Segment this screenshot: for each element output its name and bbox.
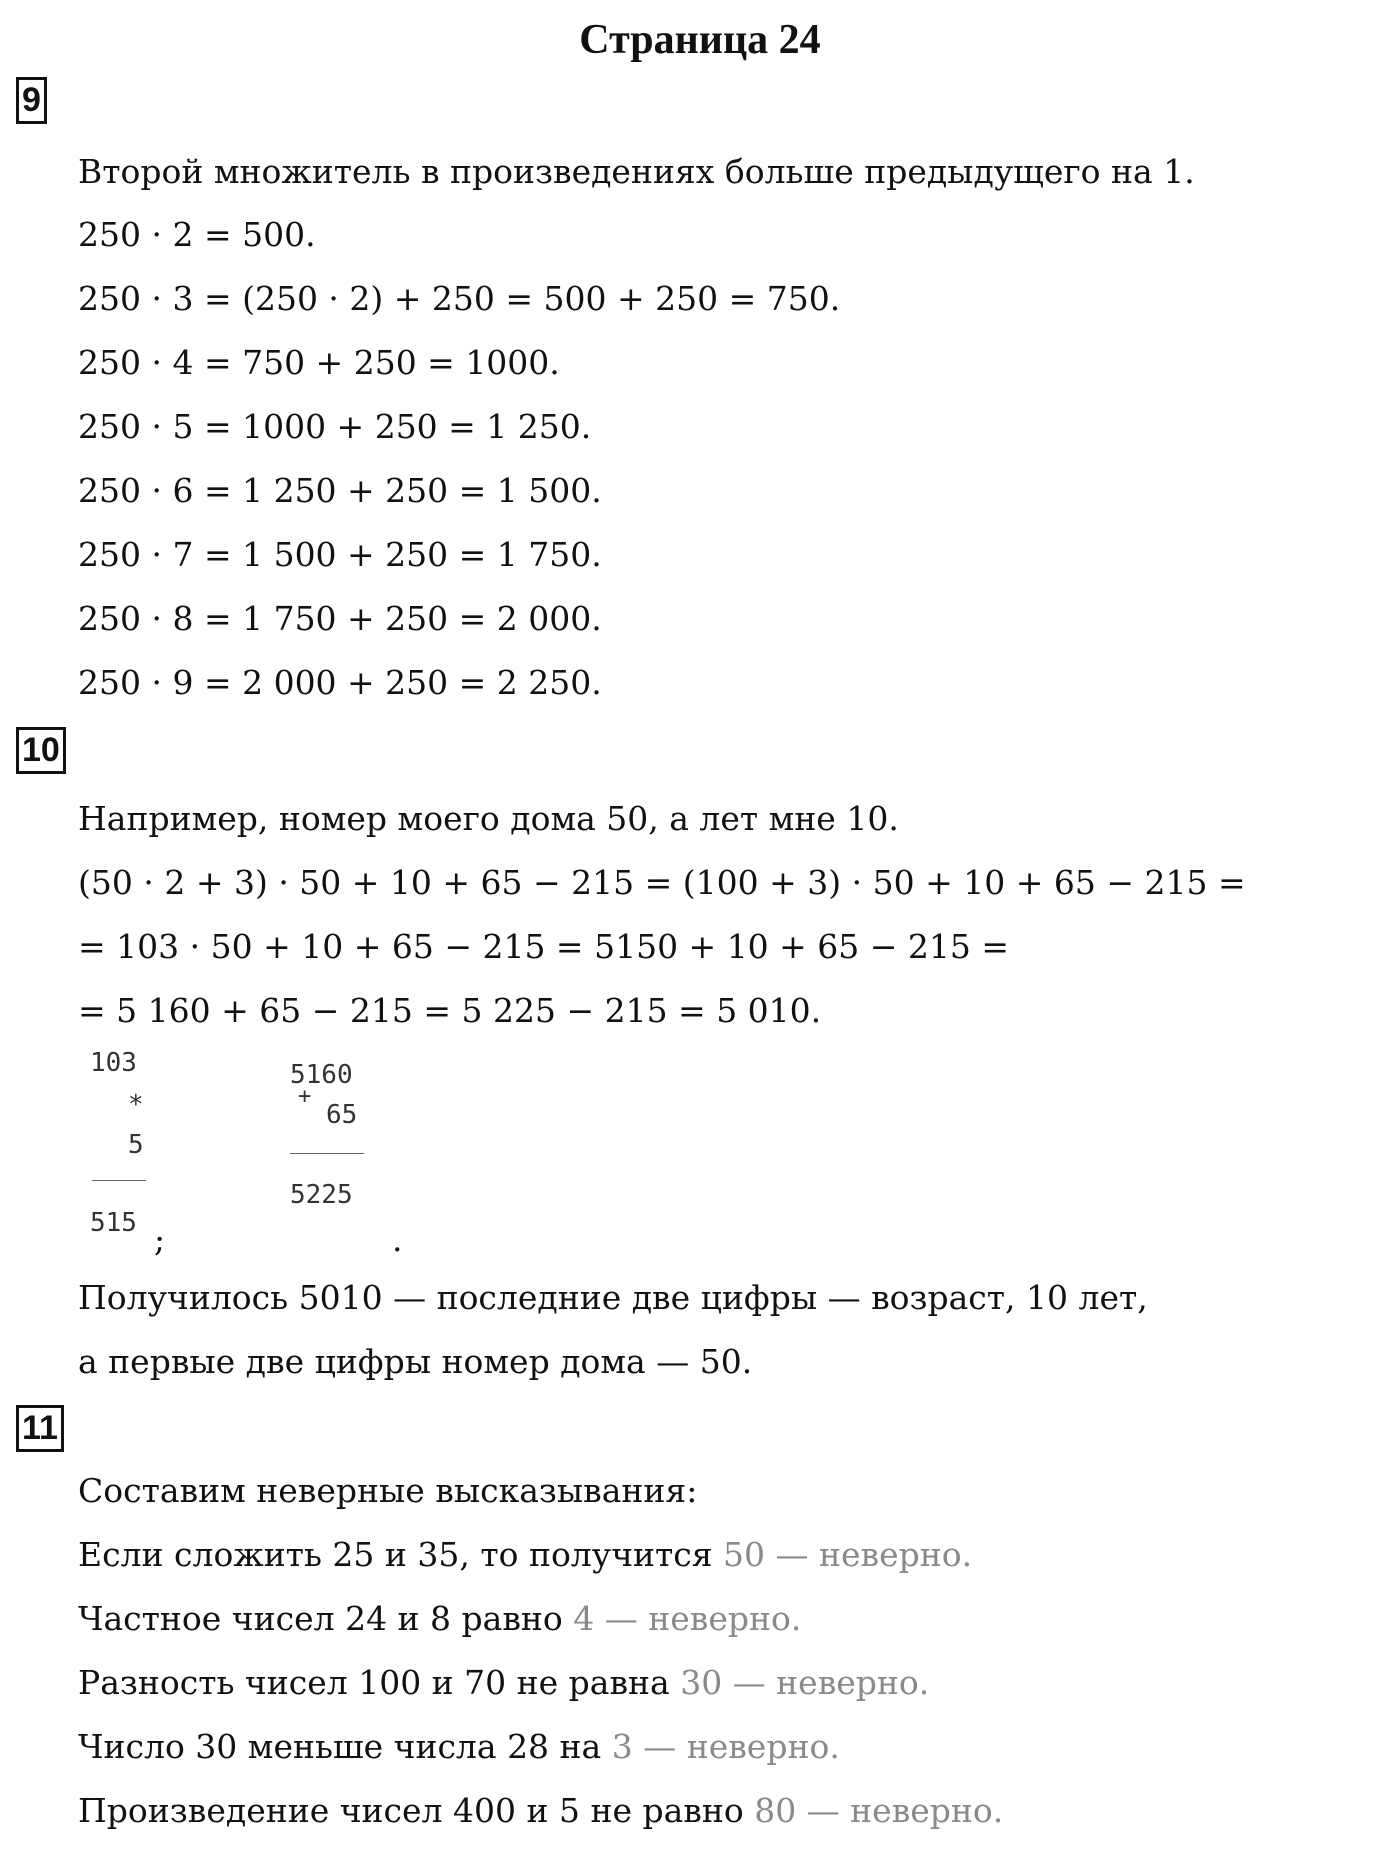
task10-line: Например, номер моего дома 50, а лет мне 10. xyxy=(78,799,899,838)
task9-line: 250 · 9 = 2 000 + 250 = 2 250. xyxy=(78,663,602,702)
task10-conclusion: Получилось 5010 — последние две цифры — возраст, 10 лет, xyxy=(78,1278,1148,1317)
column-add-bottom: 65 xyxy=(326,1100,358,1130)
task9-line: 250 · 5 = 1000 + 250 = 1 250. xyxy=(78,407,592,446)
task-number-10: 10 xyxy=(16,727,66,774)
task9-line: 250 · 4 = 750 + 250 = 1000. xyxy=(78,343,560,382)
page-title: Страница 24 xyxy=(579,17,821,63)
column-mult-separator: ; xyxy=(154,1220,166,1259)
task11-intro: Составим неверные высказывания: xyxy=(78,1471,698,1510)
statement-answer: 80 — неверно. xyxy=(754,1791,1004,1830)
statement-answer: 4 — неверно. xyxy=(573,1599,802,1638)
task9-line: 250 · 3 = (250 · 2) + 250 = 500 + 250 = 750. xyxy=(78,279,841,318)
column-add-period: . xyxy=(392,1220,403,1259)
column-add-rule xyxy=(290,1153,364,1154)
column-mult-bottom: 5 xyxy=(128,1130,144,1160)
task9-line: 250 · 7 = 1 500 + 250 = 1 750. xyxy=(78,535,602,574)
column-add-sign: + xyxy=(298,1084,312,1109)
task9-line: 250 · 8 = 1 750 + 250 = 2 000. xyxy=(78,599,602,638)
task11-statement: Произведение чисел 400 и 5 не равно 80 — неверно. xyxy=(78,1791,1004,1830)
task10-line: = 103 · 50 + 10 + 65 − 215 = 5150 + 10 + 65 − 215 = xyxy=(78,927,1010,966)
task9-line: Второй множитель в произведениях больше предыдущего на 1. xyxy=(78,152,1195,191)
statement-answer: 50 — неверно. xyxy=(723,1535,973,1574)
task11-statement: Число 30 меньше числа 28 на 3 — неверно. xyxy=(78,1727,840,1766)
task9-line: 250 · 6 = 1 250 + 250 = 1 500. xyxy=(78,471,602,510)
task10-conclusion: а первые две цифры номер дома — 50. xyxy=(78,1342,753,1381)
statement-answer: 30 — неверно. xyxy=(680,1663,930,1702)
statement-answer: 3 — неверно. xyxy=(611,1727,840,1766)
column-add-top: 5160 xyxy=(290,1060,353,1090)
task10-line: = 5 160 + 65 − 215 = 5 225 − 215 = 5 010. xyxy=(78,991,822,1030)
task11-statement: Частное чисел 24 и 8 равно 4 — неверно. xyxy=(78,1599,802,1638)
task-number-9: 9 xyxy=(16,77,47,124)
column-mult-sign: * xyxy=(128,1090,144,1120)
column-add-result: 5225 xyxy=(290,1180,353,1210)
task10-line: (50 · 2 + 3) · 50 + 10 + 65 − 215 = (100 + 3) · 50 + 10 + 65 − 215 = xyxy=(78,863,1246,902)
task11-statement: Разность чисел 100 и 70 не равна 30 — неверно. xyxy=(78,1663,930,1702)
column-mult-result: 515 xyxy=(90,1208,137,1238)
column-mult-top: 103 xyxy=(90,1048,137,1078)
task9-line: 250 · 2 = 500. xyxy=(78,215,316,254)
column-mult-rule xyxy=(92,1180,146,1181)
task-number-11: 11 xyxy=(16,1405,64,1452)
task11-statement: Если сложить 25 и 35, то получится 50 — неверно. xyxy=(78,1535,973,1574)
